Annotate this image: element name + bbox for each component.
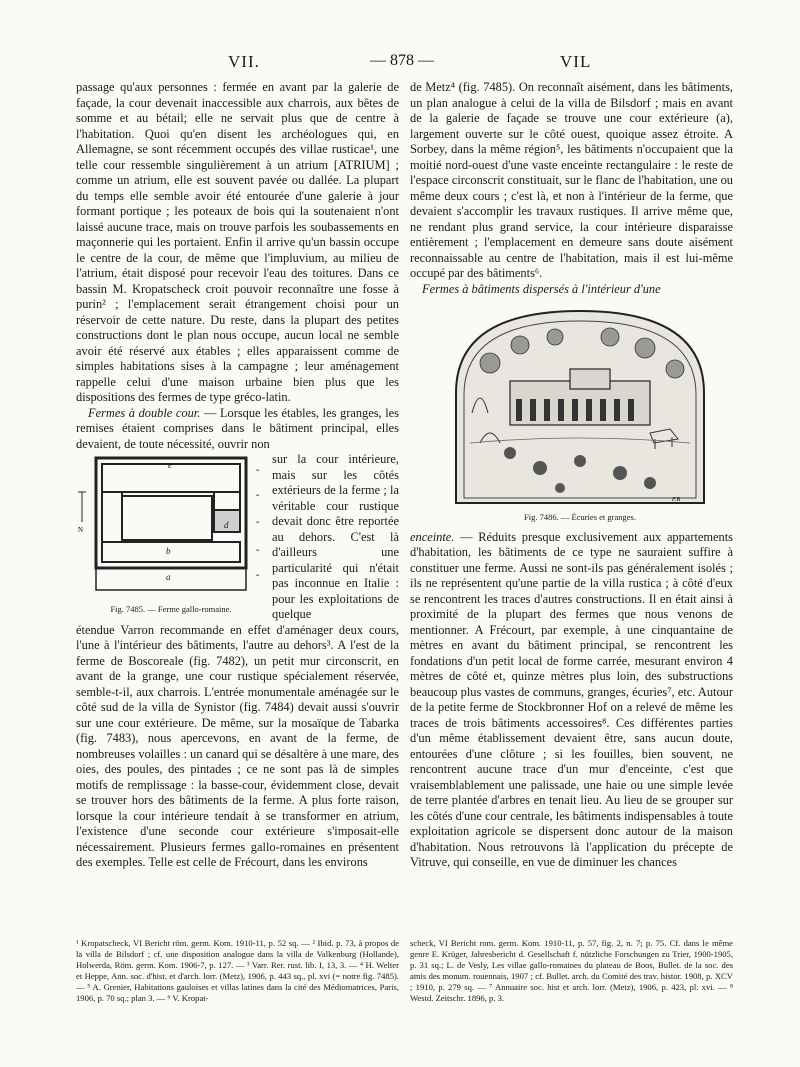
left-paragraph-2-end: étendue Varron recommande en effet d'aménager deux cours, l'une à l'intérieur des bâtiments, l'autre au dehors³. A l'est de la ferme de Boscoreale (fig. 7482), un petit mur circonscrit, en avant de la grange, une cour rustique spécialement réservée, semble-t-il, aux charrois. L'entrée monumentale aménagée sur le côté sud de la villa de Synistor (fig. 7484) devait aussi s'ouvrir sur une cour extérieure. De même, sur la mosaïque de Tabarka (fig. 7483), nous apercevons, en avant de la ferme, de nombreuses volailles : un canard qui se désaltère à une mare, des oies, des poules, des pintades ; ce ne sont pas là de simples motifs de remplissage : la basse-cour, évidemment close, devait se trouver hors des bâtiments de la ferme. A plus forte raison, lorsque la cour intérieure tendait à se transformer en atrium, l'existence d'une seconde cour extérieure s'imposait-elle nécessairement. Plusieurs fermes gallo-romaines en présentent des exemples. Telle est celle de Frécourt, dans les environs <box>76 622 399 869</box>
farm-plan-drawing <box>76 452 266 600</box>
figure-7486-caption: Fig. 7486. — Écuries et granges. <box>524 512 636 522</box>
right-paragraph-1: de Metz⁴ (fig. 7485). On reconnaît aisément, dans les bâtiments, un plan analogue à celui de la villa de Bilsdorf ; mais en avant de la galerie de façade se trouve une cour extérieure (a), largement ouverte sur le côté ouest, quoique assez étroite. A Sorbey, dans la même région⁵, les bâtiments n'occupaient que la moitié nord-ouest d'une vaste enceinte rectangulaire : le reste de l'espace circonscrit constituait, sur le flanc de l'habitation, une ou même deux cours ; c'est là, et non à l'intérieur de la ferme, que devaient s'accomplir les travaux rustiques. Il arrive même que, ne rendant plus grand service, la cour intérieure disparaisse entièrement ; l'emplacement en demeure sans doute aisément reconnaissable au centre de l'habitation, mais il est lui-même occupé par des bâtiments⁶. <box>410 80 733 280</box>
footnotes-left: ¹ Kropatscheck, VI Bericht röm. germ. Kom. 1910-11, p. 52 sq. — ² Ibid. p. 73, à propos de la villa de Bilsdorf ; cf. une disposition analogue dans la villa de Valkenburg (Hollande), Holwerda, Röm. germ. Kom. 1906-7, p. 127. — ³ Varr. Rer. rust. lib. I, 13, 3. — ⁴ H. Welter et Heppe, Ann. soc. d'hist. et d'arch. lorr. (Metz), 1906, p. 443 sq., pl. xvi (= notre fig. 7485). — ⁵ A. Grenier, Habitations gauloises et villas latines dans la cité des Médiomatrices, Paris, 1906, p. 70 sq.; plan 3. — ⁶ V. Kropat- <box>76 938 399 1003</box>
svg-text:≡: ≡ <box>256 548 260 554</box>
plan-label-a: a <box>166 572 171 582</box>
section-heading-enceinte: enceinte. <box>410 529 455 544</box>
left-paragraph-2-start <box>76 406 399 453</box>
svg-text:≡: ≡ <box>256 520 260 526</box>
svg-text:≡: ≡ <box>256 493 260 499</box>
svg-text:F.B: F.B <box>672 497 681 503</box>
figure-7485-wrap <box>76 452 399 623</box>
right-paragraph-3-text: — Réduits presque exclusivement aux appartements d'habitation, les bâtiments de ce type ne sauraient suffire à constituer une ferme. Aussi ne sont-ils pas généralement isolés ; ils ne représentent qu'une partie de la villa rustica ; à côté d'eux se rencontrent les traces d'autres constructions. Il en était ainsi à proximité de la plupart des fermes que nous venons de mentionner. A Frécourt, par exemple, à une cinquantaine de mètres en avant du bâtiment principal, se rencontrent les fondations d'un petit local de forme carrée, mesurant environ 4 mètres de côté et, quinze mètres plus loin, des substructions beaucoup plus vastes de communs, granges, écuries⁷, etc. Autour de la petite ferme de Stockbronner Hof on a relevé de même les traces de trois bâtiments accessoires⁸. Ces différentes parties d'un même établissement devaient être, sans aucun doute, entourées d'une clôture ; si les fouilles, bien souvent, ne rencontrent aucune trace d'un mur d'enceinte, c'est que vraisemblablement une palissade, une haie ou une simple levée de terre plantée d'arbres en tenait lieu. Au lieu de se grouper sur les côtés d'une cour centrale, les bâtiments indispensables à toute exploitation agricole se dispersent donc autour de la maison d'habitation. Nous retrouvons là l'application du précepte de Vitruve, qui conseille, en vue de diminuer les chances <box>410 529 733 869</box>
running-head-right: VIL <box>560 52 592 71</box>
left-paragraph-2-text: — Lorsque les étables, les granges, les remises étaient comprises dans le bâtiment principal, elles devaient, de toute nécessité, ouvrir non <box>76 405 399 451</box>
left-paragraph-2-wrap: sur la cour intérieure, mais sur les côtés extérieurs de la ferme ; la véritable cour rustique devait donc être reportée au dehors. C'est là d'ailleurs une particularité qui n'était pas inconnue en Italie : pour les exploitations de quelque <box>272 452 399 621</box>
running-head-left: VII. <box>228 52 260 71</box>
plan-label-d: d <box>224 520 229 530</box>
section-heading-dispersed-text: Fermes à bâtiments dispersés à l'intérieur d'une <box>422 281 661 296</box>
svg-text:N: N <box>78 526 84 534</box>
plan-label-b: b <box>166 546 171 556</box>
svg-text:≡: ≡ <box>256 468 260 474</box>
svg-text:≡: ≡ <box>256 573 260 579</box>
right-paragraph-3 <box>410 530 733 871</box>
plan-label-e: e <box>168 460 172 470</box>
section-heading-dispersed <box>410 282 733 298</box>
page-number: — 878 — <box>370 52 434 69</box>
left-column <box>76 80 399 871</box>
right-column <box>410 80 733 871</box>
section-heading-double-cour: Fermes à double cour. <box>88 405 201 420</box>
stables-granges-mural <box>450 303 710 508</box>
figure-7485 <box>76 452 266 623</box>
left-paragraph-1: passage qu'aux personnes : fermée en avant par la galerie de façade, la cour devenait inaccessible aux charrois, aux bêtes de somme et au bétail; elle ne servait plus que de centre à l'habitation. Quoi qu'en disent les archéologues qui, en Allemagne, se sont récemment occupés des villae rusticae¹, une telle cour ressemble singulièrement à un atrium [ATRIUM] ; comme un atrium, elle est souvent pavée ou dallée. La plupart du temps elle semble avoir été entourée d'une galerie à jour formant portique ; les poteaux de bois qui la soutenaient n'ont laissé aucune trace, mais on trouve parfois les soubassements en maçonnerie qui les portaient. Enfin il arrive qu'un bassin occupe le centre de la cour, de même que l'impluvium, au milieu de l'atrium, était disposé pour recevoir l'eau des toitures. Dans ce bassin M. Kropatscheck croit pouvoir reconnaître une fosse à purin² ; l'emplacement serait étrangement choisi pour un réservoir de cette nature. Du reste, dans la plupart des petites constructions dont le plan nous occupe, aucun local ne semble avoir été réservé aux étables ; elles apparaissent comme de simples habitations sises à la campagne ; leur aménagement rappelle celui d'une maison urbaine bien plus que les dispositions des fermes de type gréco-latin. <box>76 80 399 404</box>
figure-7485-caption: Fig. 7485. — Ferme gallo-romaine. <box>110 604 232 614</box>
wrap-text <box>272 452 399 623</box>
footnotes-right: scheck, VI Bericht rom. germ. Kom. 1910-11, p. 57, fig. 2, n. 7; p. 75. Cf. dans le même genre E. Krüger, Jahresbericht d. Gesellschaft f. nützliche Forschungen zu Trier, 1900-1905, p. 31 sq.; L. de Vesly, Les villae gallo-romaines du plateau de Boos, Bullet. de la soc. des amis des monum. rouennais, 1907 ; cf. Bullet. arch. du Comité des trav. histor. 1908, p. XCV ; 1910, p. 279 sq. — ⁷ Annuaire soc. hist et arch. lorr. (Metz), 1906, p. 423, pl. xvi. — ⁸ Westd. Zeitschr. 1896, p. 3. <box>410 938 733 1003</box>
figure-7486 <box>450 303 710 526</box>
